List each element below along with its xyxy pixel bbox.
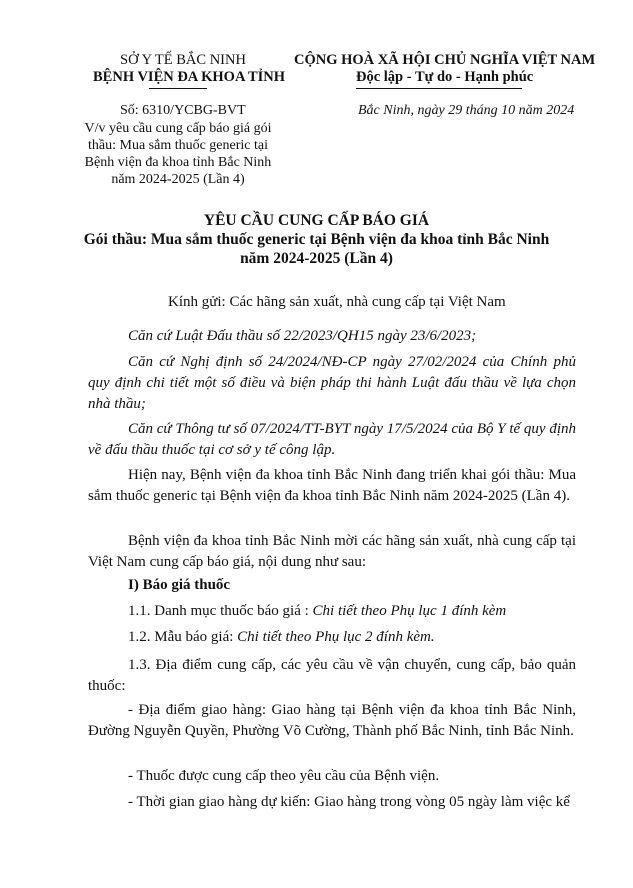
document-title-line3: năm 2024-2025 (Lần 4)	[240, 250, 393, 267]
subject-line: thầu: Mua sắm thuốc generic tại	[88, 138, 268, 153]
item-1-1-value: Chi tiết theo Phụ lục 1 đính kèm	[312, 603, 507, 619]
section-heading: I) Báo giá thuốc	[128, 577, 231, 593]
subject-line: V/v yêu cầu cung cấp báo giá gói	[84, 121, 272, 136]
recipient-line: Kính gửi: Các hãng sản xuất, nhà cung cấp tại Việt Nam	[168, 294, 506, 310]
item-1-1-label: 1.1. Danh mục thuốc báo giá :	[128, 603, 313, 619]
motto-underline	[356, 88, 522, 89]
org-underline	[149, 88, 207, 89]
bullet-delivery-location: - Địa điểm giao hàng: Giao hàng tại Bệnh viện đa khoa tỉnh Bắc Ninh, Đường Nguyễn Quyền, Phường Võ Cường, Thành phố Bắc Ninh, tỉnh Bắc Ninh.	[88, 702, 576, 739]
paragraph-invitation: Bệnh viện đa khoa tỉnh Bắc Ninh mời các hãng sản xuất, nhà cung cấp tại Việt Nam cung cấp báo giá, nội dung như sau:	[88, 533, 576, 570]
national-motto: Độc lập - Tự do - Hạnh phúc	[356, 69, 534, 85]
document-number: Số: 6310/YCBG-BVT	[120, 103, 246, 118]
subject-line: Bệnh viện đa khoa tỉnh Bắc Ninh	[84, 155, 272, 170]
legal-basis-1: Căn cứ Luật Đấu thầu số 22/2023/QH15 ngày 23/6/2023;	[128, 328, 477, 344]
org-name: BỆNH VIỆN ĐA KHOA TỈNH	[93, 69, 286, 85]
document-title: YÊU CẦU CUNG CẤP BÁO GIÁ	[203, 212, 430, 229]
item-1-2	[128, 629, 435, 646]
item-1-2-value: Chi tiết theo Phụ lục 2 đính kèm.	[237, 629, 435, 645]
item-1-1	[128, 603, 506, 620]
country-name: CỘNG HOÀ XÃ HỘI CHỦ NGHĨA VIỆT NAM	[294, 52, 596, 68]
bullet-supply: - Thuốc được cung cấp theo yêu cầu của Bệnh viện.	[128, 768, 440, 784]
subject-line: năm 2024-2025 (Lần 4)	[111, 172, 245, 187]
legal-basis-3: Căn cứ Thông tư số 07/2024/TT-BYT ngày 17/5/2024 của Bộ Y tế quy định về đấu thầu thuốc tại cơ sở y tế công lập.	[88, 421, 576, 458]
paragraph-context: Hiện nay, Bệnh viện đa khoa tỉnh Bắc Ninh đang triển khai gói thầu: Mua sắm thuốc generic tại Bệnh viện đa khoa tỉnh Bắc Ninh năm 2024-2025 (Lần 4).	[88, 467, 576, 504]
item-1-3: 1.3. Địa điểm cung cấp, các yêu cầu về vận chuyển, cung cấp, bảo quản thuốc:	[88, 657, 576, 694]
document-title-line2: Gói thầu: Mua sắm thuốc generic tại Bệnh viện đa khoa tỉnh Bắc Ninh	[83, 231, 550, 248]
document-subject	[60, 120, 296, 188]
legal-basis-2: Căn cứ Nghị định số 24/2024/NĐ-CP ngày 27/02/2024 của Chính phủ quy định chi tiết một số điều và biện pháp thi hành Luật đấu thầu về lựa chọn nhà thầu;	[88, 354, 576, 412]
item-1-2-label: 1.2. Mẫu báo giá:	[128, 629, 238, 645]
place-date: Bắc Ninh, ngày 29 tháng 10 năm 2024	[358, 103, 575, 118]
bullet-delivery-time: - Thời gian giao hàng dự kiến: Giao hàng trong vòng 05 ngày làm việc kể	[128, 794, 570, 810]
org-parent: SỞ Y TẾ BẮC NINH	[120, 52, 246, 68]
